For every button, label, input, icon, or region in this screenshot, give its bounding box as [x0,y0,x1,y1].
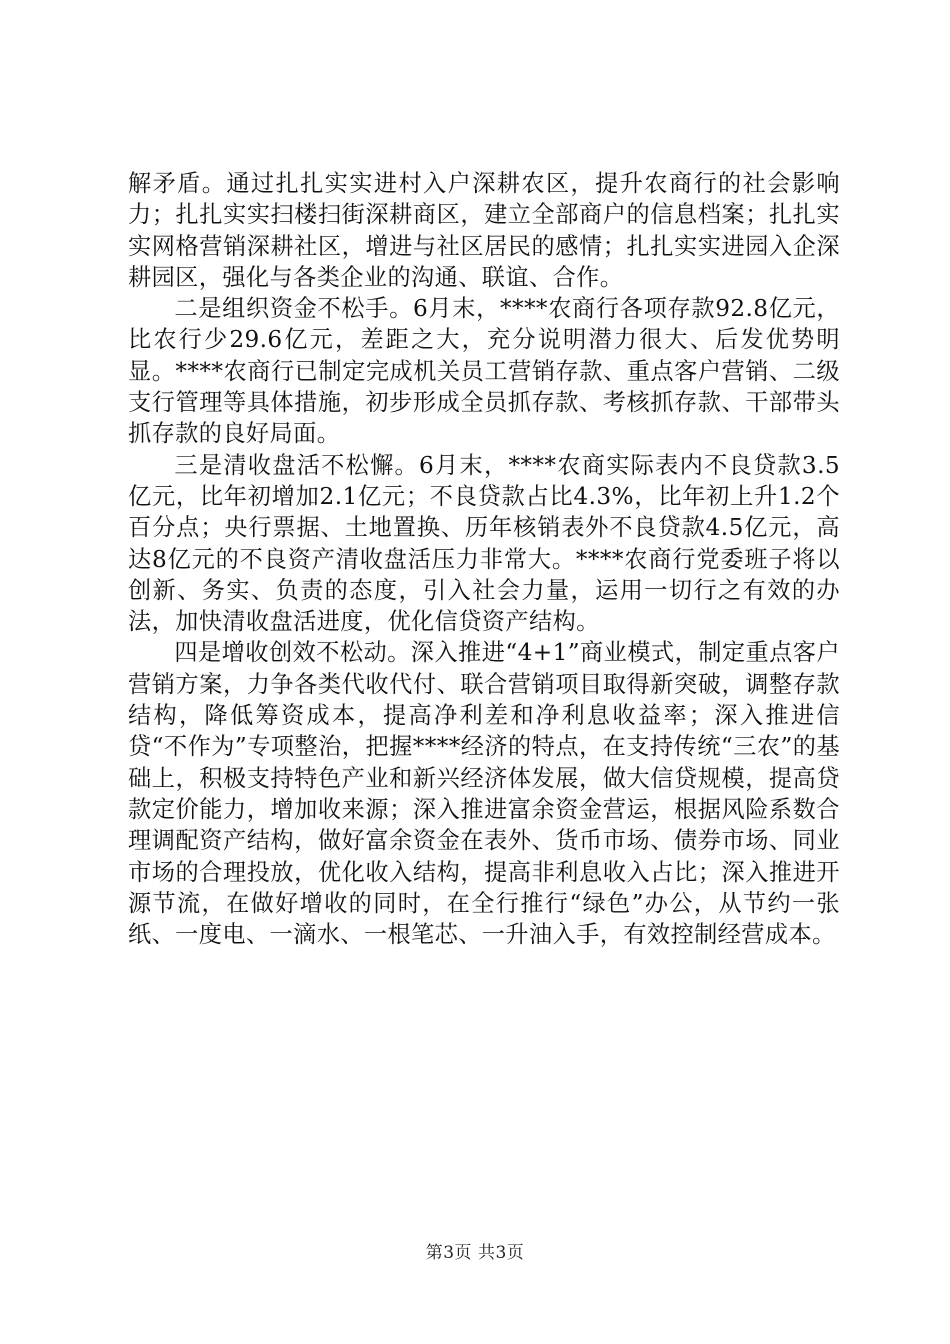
page-footer: 第3页 共3页 [425,1243,525,1263]
paragraph-2: 二是组织资金不松手。6月末，****农商行各项存款92.8亿元，比农行少29.6亿元，差距之大，充分说明潜力很大、后发优势明显。****农商行已制定完成机关员工营销存款、重点客户营销、二级支行管理等具体措施，初步形成全员抓存款、考核抓存款、干部带头抓存款的良好局面。 [128,295,840,448]
paragraph-1: 解矛盾。通过扎扎实实进村入户深耕农区，提升农商行的社会影响力；扎扎实实扫楼扫街深耕商区，建立全部商户的信息档案；扎扎实实网格营销深耕社区，增进与社区居民的感情；扎扎实实进园入企深耕园区，强化与各类企业的沟通、联谊、合作。 [128,170,840,291]
paragraph-3: 三是清收盘活不松懈。6月末，****农商实际表内不良贷款3.5亿元，比年初增加2.1亿元；不良贷款占比4.3%，比年初上升1.2个百分点；央行票据、土地置换、历年核销表外不良贷款4.5亿元，高达8亿元的不良资产清收盘活压力非常大。****农商行党委班子将以创新、务实、负责的态度，引入社会力量，运用一切行之有效的办法，加快清收盘活进度，优化信贷资产结构。 [128,451,840,636]
paragraph-4: 四是增收创效不松动。深入推进“4+1”商业模式，制定重点客户营销方案，力争各类代收代付、联合营销项目取得新突破，调整存款结构，降低筹资成本，提高净利差和净利息收益率；深入推进信贷“不作为”专项整治，把握****经济的特点，在支持传统“三农”的基础上，积极支持特色产业和新兴经济体发展，做大信贷规模，提高贷款定价能力，增加收来源；深入推进富余资金营运，根据风险系数合理调配资产结构，做好富余资金在表外、货币市场、债券市场、同业市场的合理投放，优化收入结构，提高非利息收入占比；深入推进开源节流，在做好增收的同时，在全行推行“绿色”办公，从节约一张纸、一度电、一滴水、一根笔芯、一升油入手，有效控制经营成本。 [128,639,840,949]
document-body [128,168,840,950]
